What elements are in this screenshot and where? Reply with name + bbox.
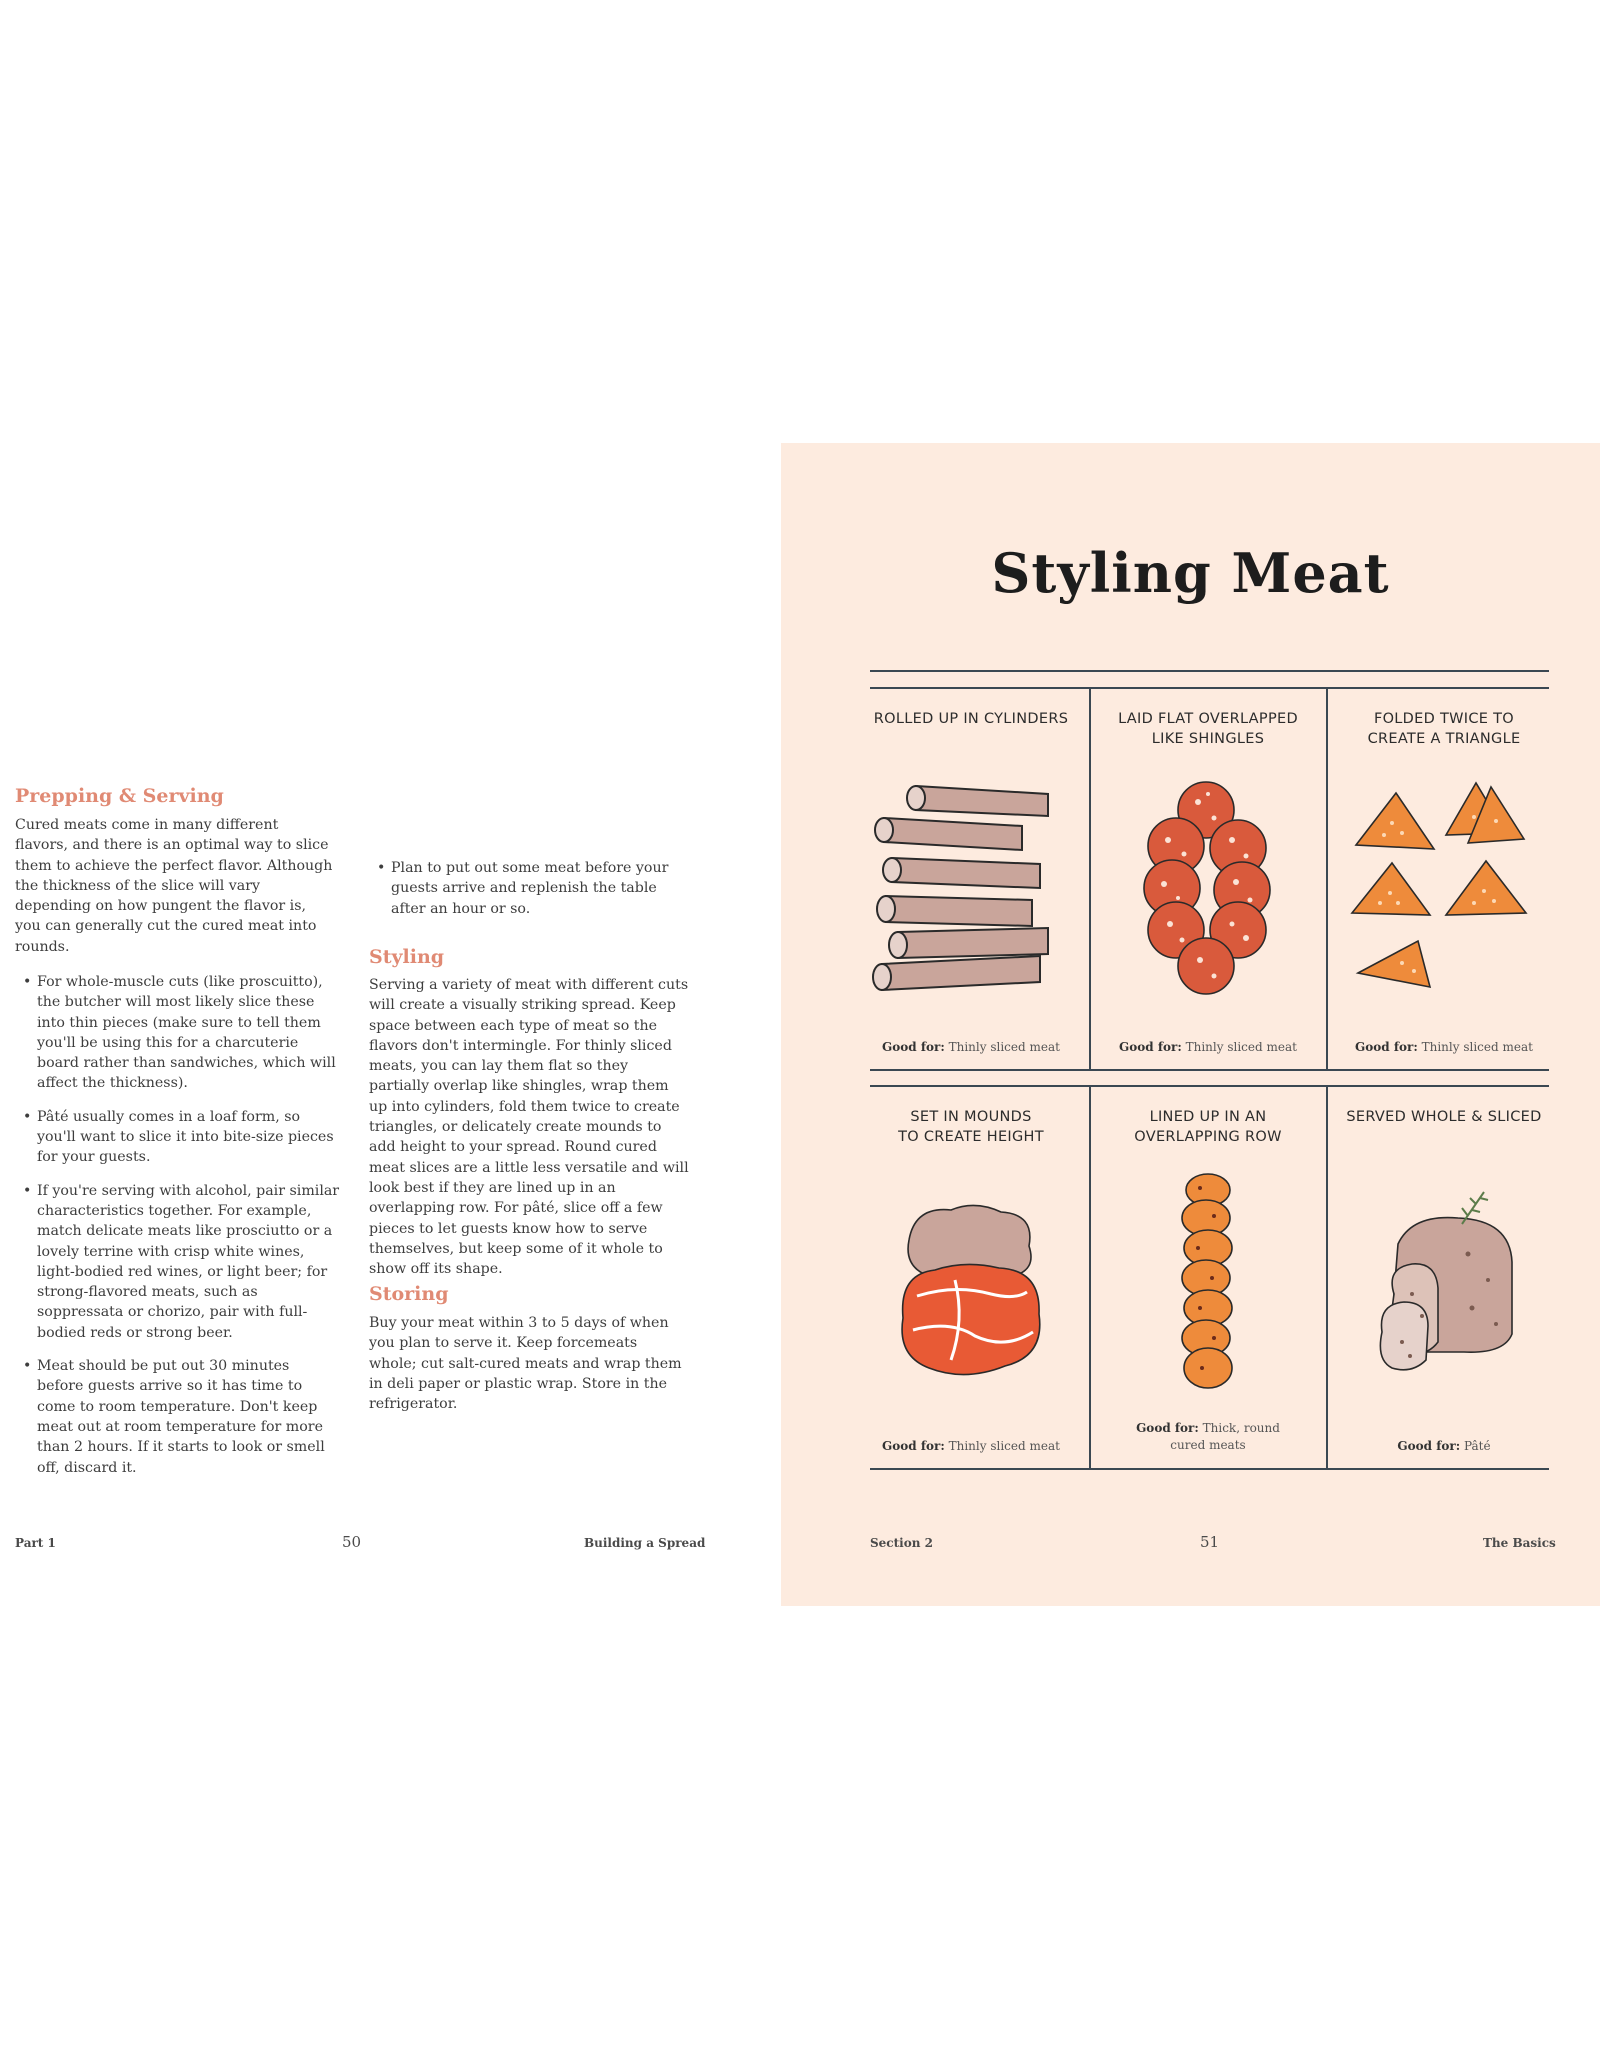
cell-label-rolled: ROLLED UP IN CYLINDERS [873, 711, 1069, 727]
grid-rule-bottom [870, 1468, 1549, 1470]
grid-rule-middle-1 [870, 1069, 1549, 1071]
cell-label-mounds: SET IN MOUNDS TO CREATE HEIGHT [898, 1109, 1044, 1145]
footer-part: Part 1 [15, 1536, 56, 1550]
good-for-row: Good for: Thick, round cured meats [1136, 1421, 1280, 1452]
cell-label-triangle: FOLDED TWICE TO CREATE A TRIANGLE [1367, 711, 1521, 747]
pate-loaf-illustration [1372, 1184, 1522, 1374]
good-for-shingles: Good for: Thinly sliced meat [1119, 1040, 1297, 1054]
bullet-item: • Pâté usually comes in a loaf form, so you'll want to slice it into bite-size pieces for your guests. [15, 1107, 340, 1168]
bullet-item: • Meat should be put out 30 minutes before guests arrive so it has time to come to room temperature. Don't keep meat out at room temperature for more than 2 hours. If it starts to look or smell off, discard it. [15, 1356, 340, 1478]
footer-section-left: Building a Spread [584, 1536, 706, 1550]
good-for-mounds: Good for: Thinly sliced meat [882, 1439, 1060, 1453]
grid-rule-upper [870, 687, 1549, 689]
storing-heading: Storing [369, 1283, 449, 1305]
grid-divider [1326, 1085, 1328, 1468]
grid-rule-middle-2 [870, 1085, 1549, 1087]
folded-triangles-illustration [1346, 775, 1536, 1000]
page-number-left: 50 [342, 1533, 362, 1551]
good-for-triangle: Good for: Thinly sliced meat [1355, 1040, 1533, 1054]
salami-shingles-illustration [1142, 780, 1276, 998]
footer-section-right: Section 2 [870, 1536, 933, 1550]
prepping-bullets-col2 [369, 858, 689, 932]
page-number-right: 51 [1200, 1533, 1220, 1551]
prepping-heading: Prepping & Serving [15, 785, 224, 807]
rolled-meat-illustration [872, 780, 1068, 996]
prepping-intro: Cured meats come in many different flavors, and there is an optimal way to slice them to achieve the perfect flavor. Although the thickness of the slice will vary depending on how pungent the flavor is, you can generally cut the cured meat into rounds. [15, 817, 333, 955]
styling-heading: Styling [369, 946, 445, 968]
bullet-item: • If you're serving with alcohol, pair similar characteristics together. For example, match delicate meats like prosciutto or a lovely terrine with crisp white wines, light-bodied red wines, or light beer; for strong-flavored meats, such as soppressata or chorizo, pair with full-bodied reds or strong beer. [15, 1181, 340, 1343]
bullet-item: • Plan to put out some meat before your guests arrive and replenish the table after an hour or so. [369, 858, 689, 919]
page-title: Styling Meat [991, 541, 1390, 605]
styling-text: Serving a variety of meat with different cuts will create a visually striking spread. Keep space between each type of meat so the flavors don't intermingle. For thinly sliced meats, you can lay them flat so they partially overlap like shingles, wrap them up into cylinders, fold them twice to create triangles, or delicately create mounds to add height to your spread. Round cured meat slices are a little less versatile and will look best if they are lined up in an overlapping row. For pâté, slice off a few pieces to let guests know how to serve themselves, but keep some of it whole to show off its shape. [369, 977, 689, 1278]
good-for-rolled: Good for: Thinly sliced meat [882, 1040, 1060, 1054]
prepping-bullets [15, 972, 340, 1491]
grid-rule-top [870, 670, 1549, 672]
round-slices-row-illustration [1168, 1168, 1248, 1396]
storing-text: Buy your meat within 3 to 5 days of when you plan to serve it. Keep forcemeats whole; cut salt-cured meats and wrap them in deli paper or plastic wrap. Store in the refrigerator. [369, 1315, 682, 1413]
cell-label-shingles: LAID FLAT OVERLAPPED LIKE SHINGLES [1118, 711, 1298, 747]
cell-label-row: LINED UP IN AN OVERLAPPING ROW [1134, 1109, 1282, 1145]
cell-label-whole: SERVED WHOLE & SLICED [1346, 1109, 1542, 1125]
bullet-item: • For whole-muscle cuts (like proscuitto), the butcher will most likely slice these into thin pieces (make sure to tell them you'll be using this for a charcuterie board rather than sandwiches, which will affect the thickness). [15, 972, 340, 1094]
good-for-whole: Good for: Pâté [1397, 1439, 1491, 1453]
meat-mounds-illustration [895, 1200, 1045, 1386]
footer-chapter: The Basics [1483, 1536, 1556, 1550]
